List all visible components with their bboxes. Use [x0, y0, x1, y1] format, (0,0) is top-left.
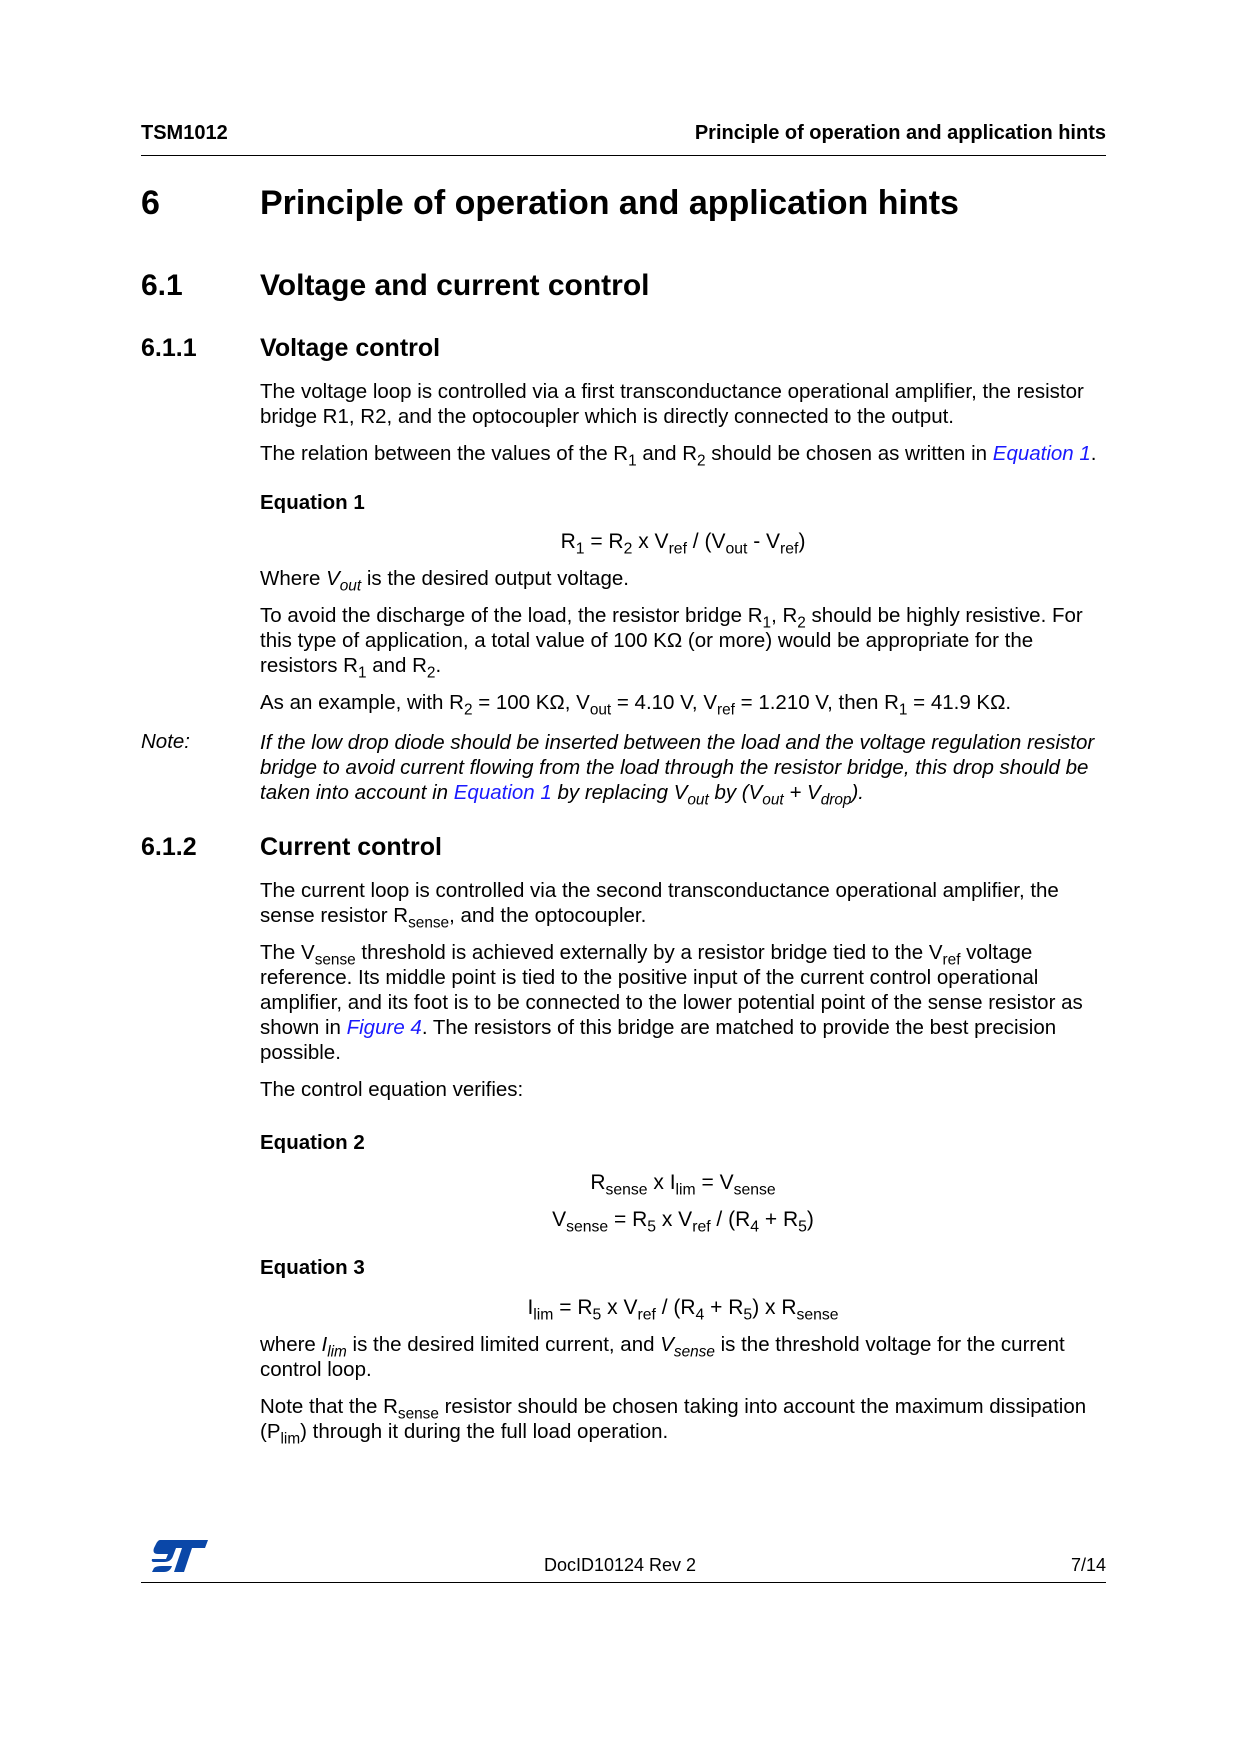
- header-section-title: Principle of operation and application hints: [694, 122, 1106, 144]
- note-label: Note:: [141, 730, 190, 753]
- section-6-1-1-number: 6.1.1: [141, 334, 197, 362]
- paragraph: The $V_{sense}$ threshold is achieved externally by a resistor bridge tied to the $V_{ref}$ voltage reference. Its middle point is tied to the positive input of the current control operational amplifier, and its foot is to be connected to the lower potential point of the sense resistor as shown in Figure 4. The resistors of this bridge are matched to provide the best precision possible.: [260, 941, 1083, 1064]
- equation-3-label: Equation 3: [260, 1256, 365, 1279]
- section-6-1-2-title: Current control: [260, 833, 442, 861]
- voltage-control-text: [260, 379, 1106, 478]
- equation-2b: $V_{sense} = R_5$ x $V_{ref} / (R_4 + R_5)$: [552, 1208, 814, 1236]
- paragraph: As an example, with $R_2 = 100$ KΩ, $V_{out} = 4.10$ V, $V_{ref} = 1.210$ V, then $R_1 = 41.9$ KΩ.: [260, 691, 1012, 719]
- equation-1: $R_1 = R_2$ x $V_{ref} / (V_{out} - V_{ref})$: [560, 530, 806, 558]
- paragraph: The voltage loop is controlled via a first transconductance operational amplifier, the resistor bridge R1, R2, and the optocoupler which is directly connected to the output.: [260, 380, 1084, 428]
- equation-3: $I_{lim} = R_5$ x $V_{ref} / (R_4 + R_5)$ x $R_{sense}$: [527, 1296, 839, 1324]
- footer-page-number: 7/14: [1070, 1555, 1106, 1575]
- paragraph: To avoid the discharge of the load, the resistor bridge $R_1$, $R_2$ should be highly resistive. For this type of application, a total value of 100 KΩ (or more) would be appropriate for the resistors $R_1$ and $R_2$.: [260, 604, 1083, 682]
- section-6-1-1-title: Voltage control: [260, 334, 441, 362]
- voltage-control-text-2: [260, 566, 1106, 727]
- paragraph: where $I_{lim}$ is the desired limited current, and $V_{sense}$ is the threshold voltage for the current control loop.: [260, 1333, 1065, 1381]
- paragraph: Note that the $R_{sense}$ resistor should be chosen taking into account the maximum dissipation $(P_{lim})$ through it during the full load operation.: [260, 1395, 1087, 1448]
- figure-4-link[interactable]: Figure 4: [346, 1016, 422, 1039]
- paragraph: The current loop is controlled via the second transconductance operational amplifier, the sense resistor $R_{sense}$, and the optocoupler.: [260, 879, 1059, 932]
- section-6-number: 6: [141, 184, 160, 222]
- header-rule: [141, 155, 1106, 156]
- section-6-1-title: Voltage and current control: [260, 269, 650, 302]
- footer-rule: [141, 1582, 1106, 1583]
- equation-1-link[interactable]: Equation 1: [453, 781, 552, 804]
- equation-2-label: Equation 2: [260, 1131, 365, 1154]
- header-doc-title: TSM1012: [141, 122, 228, 144]
- section-6-1-2-number: 6.1.2: [141, 833, 197, 861]
- paragraph: The control equation verifies:: [260, 1078, 524, 1101]
- section-6-1-number: 6.1: [141, 269, 183, 302]
- section-6-title: Principle of operation and application hints: [260, 184, 959, 222]
- paragraph: The relation between the values of the $R_1$ and $R_2$ should be chosen as written in Equation 1.: [260, 442, 1097, 470]
- equation-1-link[interactable]: Equation 1: [992, 442, 1091, 465]
- equation-1-label: Equation 1: [260, 491, 365, 514]
- paragraph: Where $V_{out}$ is the desired output voltage.: [260, 567, 629, 595]
- note-text: If the low drop diode should be inserted between the load and the voltage regulation resistor bridge to avoid current flowing from the load through the resistor bridge, this drop should be taken into account in Equation 1 by replacing $V_{out}$ by $(V_{out} + V_{drop})$.: [260, 731, 1095, 809]
- current-control-text-2: [260, 1332, 1106, 1456]
- current-control-text: [260, 878, 1106, 1114]
- footer-doc-id: DocID10124 Rev 2: [543, 1555, 697, 1575]
- equation-2a: $R_{sense}$ x $I_{lim} = V_{sense}$: [590, 1171, 776, 1199]
